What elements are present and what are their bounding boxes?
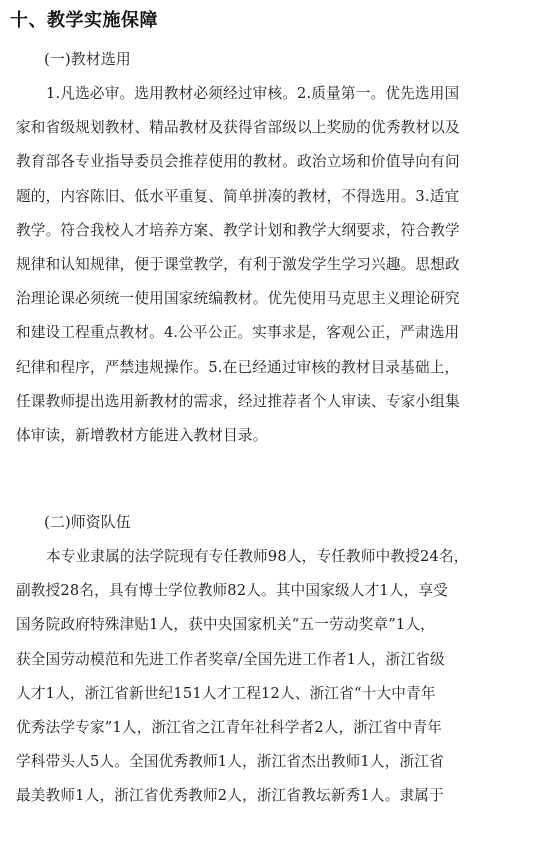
paragraph-line: 人才1人，浙江省新世纪151人才工程12人、浙江省“十大中青年 [16, 684, 436, 702]
subsection-heading-faculty: (二)师资队伍 [44, 513, 131, 531]
paragraph-line: 纪律和程序，严禁违规操作。5.在已经通过审核的教材目录基础上， [16, 358, 460, 376]
paragraph-line: 题的，内容陈旧、低水平重复、简单拼凑的教材，不得选用。3.适宜 [16, 187, 460, 205]
paragraph-line: 规律和认知规律，便于课堂教学，有利于激发学生学习兴趣。思想政 [16, 255, 460, 273]
paragraph-line: 副教授28名，具有博士学位教师82人。其中国家级人才1人，享受 [16, 582, 449, 600]
paragraph-line: 优秀法学专家”1人，浙江省之江青年社科学者2人，浙江省中青年 [16, 718, 443, 736]
paragraph-line: 教学。符合我校人才培养方案、教学计划和教学大纲要求，符合教学 [16, 221, 460, 239]
paragraph-line: 体审读，新增教材方能进入教材目录。 [16, 426, 268, 444]
paragraph-faculty [16, 540, 528, 814]
paragraph-line: 家和省级规划教材、精品教材及获得省部级以上奖励的优秀教材以及 [16, 119, 460, 137]
paragraph-line: 治理论课必须统一使用国家统编教材。优先使用马克思主义理论研究 [16, 290, 460, 308]
section-title: 十、教学实施保障 [10, 10, 158, 31]
paragraph-line: 1.凡选必审。选用教材必须经过审核。2.质量第一。优先选用国 [46, 85, 460, 102]
paragraph-line: 和建设工程重点教材。4.公平公正。实事求是，客观公正，严肃选用 [16, 324, 460, 342]
paragraph-textbooks [16, 77, 528, 453]
paragraph-line: 获全国劳动模范和先进工作者奖章/全国先进工作者1人，浙江省级 [16, 650, 445, 668]
paragraph-line: 最美教师1人，浙江省优秀教师2人，浙江省教坛新秀1人。隶属于 [16, 787, 444, 805]
paragraph-line: 国务院政府特殊津贴1人，获中央国家机关“五一劳动奖章”1人， [16, 616, 435, 634]
paragraph-line: 任课教师提出选用新教材的需求，经过推荐者个人审读、专家小组集 [16, 392, 460, 410]
subsection-heading-textbooks: (一)教材选用 [44, 50, 131, 68]
paragraph-line: 教育部各专业指导委员会推荐使用的教材。政治立场和价值导向有问 [16, 153, 460, 171]
paragraph-line: 学科带头人5人。全国优秀教师1人，浙江省杰出教师1人，浙江省 [16, 753, 444, 771]
paragraph-line: 本专业隶属的法学院现有专任教师98人，专任教师中教授24名， [46, 548, 469, 565]
